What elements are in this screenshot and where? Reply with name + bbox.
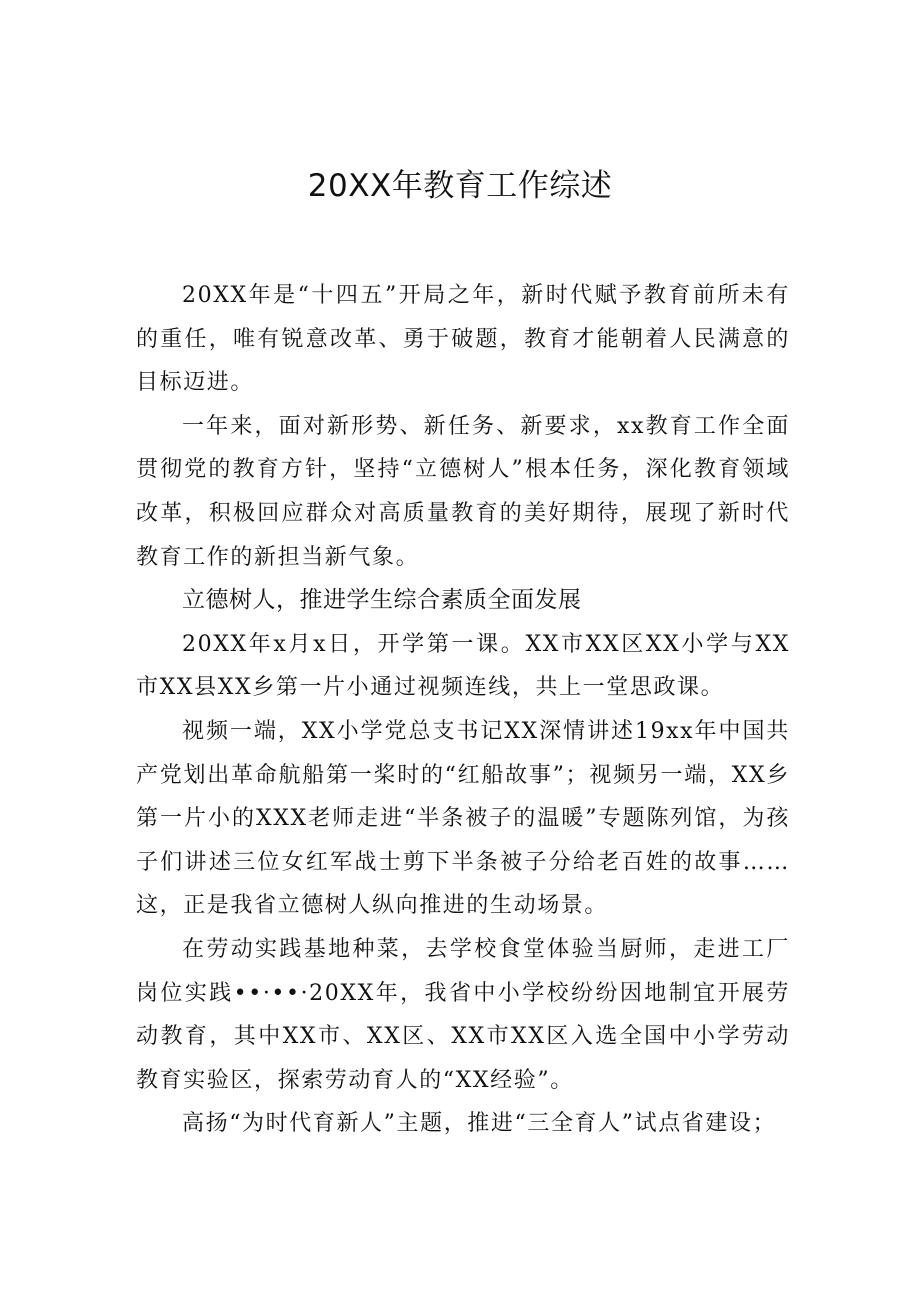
intro-paragraph-2: 一年来，面对新形势、新任务、新要求，xx教育工作全面贯彻党的教育方针，坚持“立德树人”根本任务，深化教育领域改革，积极回应群众对高质量教育的美好期待，展现了新时代教育工作的新担当新气象。 (136, 413, 790, 570)
section-paragraph-4: 高扬“为时代育新人”主题，推进“三全育人”试点省建设； (182, 1111, 777, 1137)
section-paragraph-3: 在劳动实践基地种菜，去学校食堂体验当厨师，走进工厂岗位实践••·••·20XX年，我省中小学校纷纷因地制宜开展劳动教育，其中XX市、XX区、XX市XX区入选全国中小学劳动教育实验区，探索劳动育人的“XX经验”。 (136, 936, 790, 1093)
document-body (136, 274, 790, 1146)
section-paragraph-1: 20XX年x月x日，开学第一课。XX市XX区XX小学与XX市XX县XX乡第一片小通过视频连线，共上一堂思政课。 (136, 631, 790, 701)
section-paragraph-2: 视频一端，XX小学党总支书记XX深情讲述19xx年中国共产党划出革命航船第一桨时的“红船故事”；视频另一端，XX乡第一片小的XXX老师走进“半条被子的温暖”专题陈列馆，为孩子们讲述三位女红军战士剪下半条被子分给老百姓的故事……这，正是我省立德树人纵向推进的生动场景。 (136, 718, 790, 919)
section-heading: 立德树人，推进学生综合素质全面发展 (182, 587, 582, 614)
document-title: 20XX年教育工作综述 (307, 168, 613, 204)
intro-paragraph-1: 20XX年是“十四五”开局之年，新时代赋予教育前所未有的重任，唯有锐意改革、勇于破题，教育才能朝着人民满意的目标迈进。 (136, 283, 790, 396)
